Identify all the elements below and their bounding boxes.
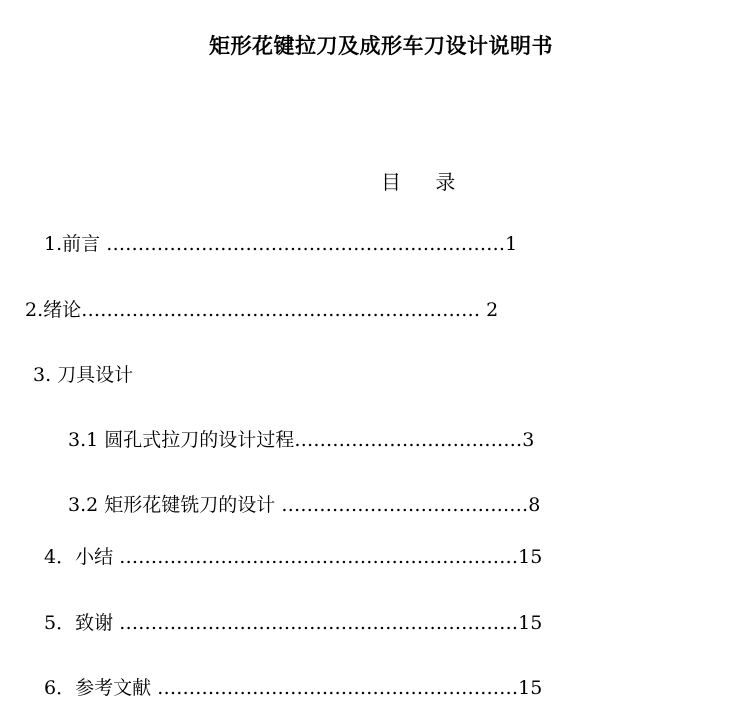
toc-entry-label: 6．参考文献 <box>44 677 158 699</box>
toc-entry-label: 5．致谢 <box>44 612 120 634</box>
toc-entry-tool-design <box>33 363 133 387</box>
toc-entry-page: 15 <box>518 546 543 568</box>
toc-entry-introduction <box>25 298 625 322</box>
toc-entry-label: 4．小结 <box>44 546 120 568</box>
toc-entry-leader: ………………………………… <box>281 494 529 516</box>
toc-entry-preface <box>44 232 619 256</box>
toc-entry-page: 15 <box>518 677 543 699</box>
toc-entry-page: 2 <box>480 299 499 321</box>
toc-entry-page: 1 <box>505 233 518 255</box>
toc-entry-label: 3.2 矩形花键铣刀的设计 <box>68 494 282 516</box>
toc-entry-leader: ……………………………………………………… <box>119 546 519 568</box>
toc-entry-broach-design <box>68 428 628 452</box>
toc-entry-label: 1.前言 <box>44 233 107 255</box>
toc-entry-label: 2.绪论 <box>25 299 82 321</box>
toc-entry-acknowledgements <box>44 611 634 635</box>
toc-entry-label: 3. 刀具设计 <box>33 364 134 386</box>
toc-entry-page: 3 <box>522 429 535 451</box>
toc-entry-leader: ……………………………………………………… <box>106 233 506 255</box>
toc-entry-page: 8 <box>528 494 541 516</box>
toc-entry-summary <box>44 545 634 569</box>
toc-entry-references <box>44 676 634 700</box>
toc-heading: 目 录 <box>381 170 470 194</box>
toc-entry-leader: ……………………………………………………… <box>119 612 519 634</box>
toc-entry-leader: ……………………………………………………… <box>81 299 481 321</box>
toc-entry-milling-cutter-design <box>68 493 628 517</box>
document-title: 矩形花键拉刀及成形车刀设计说明书 <box>209 33 553 58</box>
toc-entry-leader: ……………………………… <box>294 429 523 451</box>
toc-entry-label: 3.1 圆孔式拉刀的设计过程 <box>68 429 295 451</box>
toc-entry-leader: ………………………………………………… <box>157 677 519 699</box>
toc-entry-page: 15 <box>518 612 543 634</box>
